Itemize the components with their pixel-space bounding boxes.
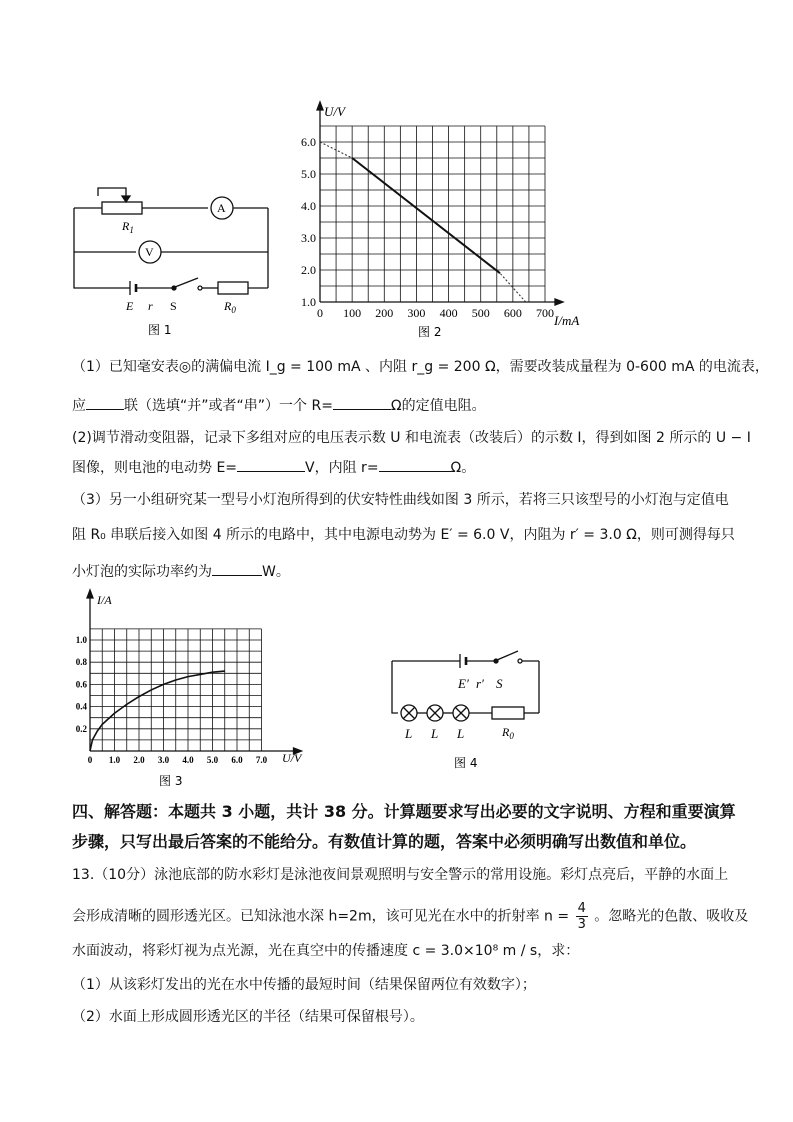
i-u-curve bbox=[90, 671, 225, 751]
x-axis-label: U/V bbox=[282, 751, 302, 765]
y-tick-label: 0.2 bbox=[75, 723, 87, 734]
x-tick-label: 500 bbox=[471, 306, 490, 320]
r0-label: $R_0$ bbox=[502, 725, 514, 741]
q1-blank-connection[interactable] bbox=[86, 395, 124, 410]
y-tick-label: 1.0 bbox=[301, 295, 316, 309]
figure-2-caption: 图 2 bbox=[418, 325, 442, 339]
y-axis-label: I/A bbox=[97, 593, 112, 607]
q13-sub1: （1）从该彩灯发出的光在水中传播的最短时间（结果保留两位有效数字）； bbox=[72, 977, 536, 993]
switch-label: S bbox=[496, 676, 503, 691]
x-tick-label: 5.0 bbox=[206, 755, 219, 765]
q1-blank-resistance[interactable] bbox=[333, 395, 391, 410]
y-tick-label: 3.0 bbox=[301, 231, 316, 245]
y-axis-arrow bbox=[87, 590, 93, 598]
ammeter-label: A bbox=[217, 201, 226, 215]
section-heading-line1: 四、解答题：本题共 3 小题，共计 38 分。计算题要求写出必要的文字说明、方程和重要演算 bbox=[72, 802, 736, 821]
x-tick-label: 300 bbox=[407, 306, 426, 320]
q3-blank-power[interactable] bbox=[212, 561, 262, 576]
r-label: r bbox=[148, 299, 153, 313]
voltmeter-label: V bbox=[145, 245, 154, 259]
x-tick-label: 7.0 bbox=[255, 755, 268, 765]
x-tick-label: 200 bbox=[375, 306, 394, 320]
x-tick-label: 2.0 bbox=[133, 755, 145, 765]
figure-4-circuit bbox=[388, 648, 548, 773]
figure-2-chart bbox=[290, 92, 600, 342]
q2-blank-emf[interactable] bbox=[237, 457, 305, 472]
q1-line1: （1）已知毫安表◎的满偏电流 I_g = 100 mA 、内阻 r_g = 200 Ω，需要改装成量程为 0-600 mA 的电流表， bbox=[72, 359, 769, 375]
x-tick-label: 6.0 bbox=[231, 755, 243, 765]
y-tick-label: 6.0 bbox=[301, 135, 316, 149]
r0-label: $R_0$ bbox=[224, 299, 236, 315]
switch-label: S bbox=[170, 299, 177, 313]
x-tick-label: 1.0 bbox=[108, 755, 121, 765]
x-tick-label: 600 bbox=[503, 306, 522, 320]
r-prime-label: r′ bbox=[476, 676, 484, 691]
x-tick-label: 3.0 bbox=[157, 755, 170, 765]
y-axis-arrow bbox=[317, 102, 323, 110]
x-tick-label: 400 bbox=[439, 306, 458, 320]
figure-1-caption: 图 1 bbox=[148, 323, 172, 337]
x-axis-arrow bbox=[555, 299, 563, 305]
e-label: E bbox=[126, 299, 134, 313]
figure-3-caption: 图 3 bbox=[159, 774, 183, 788]
q3-line3: 小灯泡的实际功率约为 W。 bbox=[72, 561, 290, 582]
figure-1-circuit bbox=[68, 180, 278, 340]
y-tick-label: 0.8 bbox=[75, 657, 87, 668]
x-tick-label: 4.0 bbox=[182, 755, 194, 765]
y-tick-label: 2.0 bbox=[301, 263, 316, 277]
x-tick-label: 100 bbox=[343, 306, 362, 320]
refraction-fraction: $\frac{4}{3}$ bbox=[577, 901, 586, 932]
q2-blank-resistance[interactable] bbox=[379, 457, 451, 472]
q1-line2: 应 联（选填“并”或者“串”）一个 R= Ω的定值电阻。 bbox=[72, 395, 486, 416]
x-tick-label: 0 bbox=[317, 306, 323, 320]
lamp-2-label: L bbox=[431, 726, 439, 741]
q2-line2: 图像，则电池的电动势 E= V，内阻 r= Ω。 bbox=[72, 457, 475, 478]
q13-line3: 水面波动，将彩灯视为点光源，光在真空中的传播速度 c = 3.0×10⁸ m / s，求： bbox=[72, 943, 580, 959]
lamp-3-label: L bbox=[457, 726, 465, 741]
y-tick-label: 5.0 bbox=[301, 167, 316, 181]
r1-label: $R_1$ bbox=[122, 219, 134, 235]
q13-sub2: （2）水面上形成圆形透光区的半径（结果可保留根号）。 bbox=[72, 1009, 424, 1025]
x-tick-label: 0 bbox=[87, 755, 93, 765]
y-tick-label: 0.4 bbox=[75, 701, 87, 712]
section-heading-line2: 步骤，只写出最后答案的不能给分。有数值计算的题，答案中必须明确写出数值和单位。 bbox=[72, 832, 697, 851]
q3-line2: 阻 R₀ 串联后接入如图 4 所示的电路中，其中电源电动势为 E′ = 6.0 V，内阻为 r′ = 3.0 Ω，则可测得每只 bbox=[72, 527, 735, 543]
e-prime-label: E′ bbox=[458, 676, 469, 691]
x-tick-label: 700 bbox=[536, 306, 554, 320]
y-tick-label: 1.0 bbox=[75, 635, 87, 645]
x-axis-label: I/mA bbox=[554, 313, 580, 328]
q2-line1: (2)调节滑动变阻器，记录下多组对应的电压表示数 U 和电流表（改装后）的示数 I，得到如图 2 所示的 U − I bbox=[72, 430, 751, 446]
figure-3-chart bbox=[70, 588, 310, 793]
q13-line2: 会形成清晰的圆形透光区。已知泳池水深 h=2m，该可见光在水中的折射率 n = $\frac{4}{3}$ 。忽略光的色散、吸收及 bbox=[72, 901, 749, 932]
q3-line1: （3）另一小组研究某一型号小灯泡所得到的伏安特性曲线如图 3 所示，若将三只该型号的小灯泡与定值电 bbox=[72, 492, 729, 508]
y-axis-label: U/V bbox=[324, 104, 345, 119]
lamp-1-label: L bbox=[405, 726, 413, 741]
y-tick-label: 0.6 bbox=[75, 679, 87, 690]
u-i-line bbox=[352, 158, 500, 273]
figure-4-caption: 图 4 bbox=[454, 756, 478, 770]
y-tick-label: 4.0 bbox=[301, 199, 316, 213]
q13-line1: 13.（10分）泳池底部的防水彩灯是泳池夜间景观照明与安全警示的常用设施。彩灯点亮后，平静的水面上 bbox=[72, 867, 729, 883]
